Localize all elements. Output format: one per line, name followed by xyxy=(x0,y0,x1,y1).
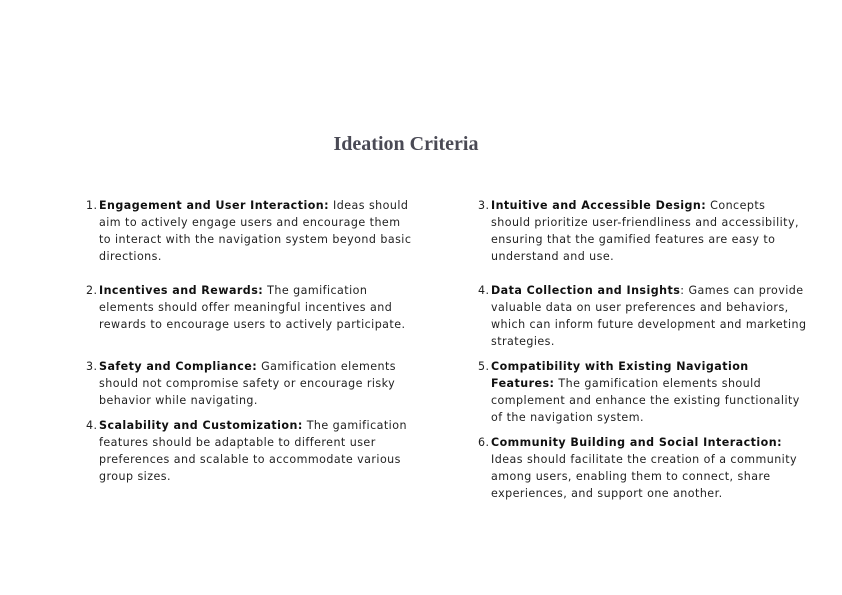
criteria-item xyxy=(86,417,415,485)
item-heading: Scalability and Customization: xyxy=(99,419,303,432)
item-heading: Compatibility with Existing Navigation Features: xyxy=(491,360,749,390)
criteria-item xyxy=(478,282,807,350)
criteria-item xyxy=(478,358,807,426)
item-text: The gamification features should be adaptable to different user preferences and scalable to accommodate various group sizes. xyxy=(99,419,407,483)
item-text: : Games can provide valuable data on user preferences and behaviors, which can inform future development and marketing strategies. xyxy=(491,284,807,348)
item-heading: Intuitive and Accessible Design: xyxy=(491,199,707,212)
criteria-item xyxy=(478,434,807,502)
criteria-item xyxy=(86,358,415,409)
item-text: Ideas should aim to actively engage users and encourage them to interact with the navigation system beyond basic directions. xyxy=(99,199,412,263)
item-number: 3. xyxy=(478,199,490,212)
item-text: The gamification elements should offer meaningful incentives and rewards to encourage users to actively participate. xyxy=(99,284,406,331)
item-text: Gamification elements should not compromise safety or encourage risky behavior while navigating. xyxy=(99,360,397,407)
item-heading: Community Building and Social Interaction: xyxy=(491,436,782,449)
page-title: Ideation Criteria xyxy=(333,133,479,155)
item-heading: Safety and Compliance: xyxy=(99,360,258,373)
criteria-item xyxy=(86,197,415,265)
item-text: Concepts should prioritize user-friendliness and accessibility, ensuring that the gamified features are easy to understand and use. xyxy=(491,199,799,263)
item-number: 3. xyxy=(86,360,98,373)
item-number: 5. xyxy=(478,360,490,373)
item-heading: Engagement and User Interaction: xyxy=(99,199,330,212)
item-text: The gamification elements should complement and enhance the existing functionality of the navigation system. xyxy=(491,377,800,424)
item-number: 2. xyxy=(86,284,98,297)
criteria-item xyxy=(478,197,807,265)
item-number: 1. xyxy=(86,199,98,212)
item-number: 4. xyxy=(478,284,490,297)
item-heading: Data Collection and Insights xyxy=(491,284,681,297)
criteria-item xyxy=(86,282,415,333)
item-number: 4. xyxy=(86,419,98,432)
item-text: Ideas should facilitate the creation of a community among users, enabling them to connect, share experiences, and support one another. xyxy=(491,453,798,500)
item-heading: Incentives and Rewards: xyxy=(99,284,264,297)
item-number: 6. xyxy=(478,436,490,449)
